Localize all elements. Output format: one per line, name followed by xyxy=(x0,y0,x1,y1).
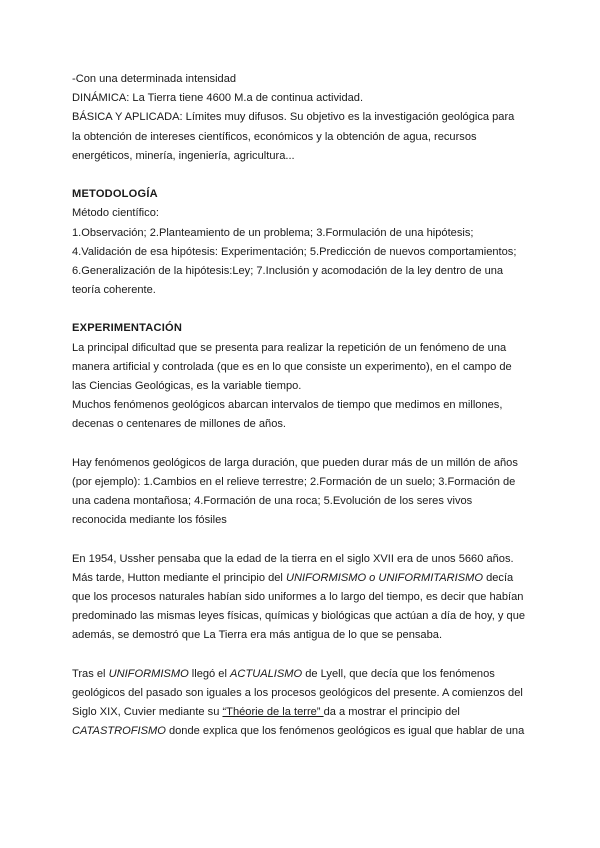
experimentacion-p4-line-2: geológicos del pasado son iguales a los procesos geológicos del presente. A comienzos del xyxy=(72,687,523,699)
experimentacion-p4-line-4 xyxy=(72,722,532,741)
p4-line-1-text-c: llegó el xyxy=(188,667,231,680)
metodologia-line-5: teoría coherente. xyxy=(72,284,156,297)
metodologia-line-1: Método científico: xyxy=(72,207,159,220)
uniformismo-term: UNIFORMISMO xyxy=(108,667,189,680)
p4-line-1-text-e: de Lyell, que decía que los fenómenos xyxy=(302,667,495,680)
experimentacion-p4-line-3 xyxy=(72,703,532,722)
experimentacion-p3-line-5: además, se demostró que La Tierra era más antigua de lo que se pensaba. xyxy=(72,629,443,642)
experimentacion-p1-line-2: manera artificial y controlada (que es en lo que consiste un experimento), en el campo de xyxy=(72,360,512,373)
metodologia-heading: METODOLOGÍA xyxy=(72,188,158,201)
intro-line-4: la obtención de intereses científicos, económicos y la obtención de agua, recursos xyxy=(72,130,477,143)
metodologia-line-4: 6.Generalización de la hipótesis:Ley; 7.Inclusión y acomodación de la ley dentro de una xyxy=(72,264,504,277)
p4-line-4-text-b: donde explica que los fenómenos geológicos es igual que hablar de una xyxy=(165,725,525,738)
experimentacion-p2-line-3: una cadena montañosa; 4.Formación de una roca; 5.Evolución de los seres vivos xyxy=(72,495,473,508)
experimentacion-p3-line-4: predominado las mismas leyes físicas, químicas y biológicas que actúan a día de hoy, y que xyxy=(72,610,526,623)
p3-line-2-text-a: Más tarde, Hutton mediante el principio del xyxy=(72,571,286,584)
actualismo-term: ACTUALISMO xyxy=(230,667,303,680)
catastrofismo-term: CATASTROFISMO xyxy=(72,725,166,738)
spacer xyxy=(72,435,532,454)
experimentacion-p3-line-2 xyxy=(72,569,532,588)
experimentacion-p2-line-4: reconocida mediante los fósiles xyxy=(72,514,227,527)
experimentacion-p3-line-3: que los procesos naturales habían sido uniformes a lo largo del tiempo, es decir que habían xyxy=(72,591,524,604)
theorie-de-la-terre-reference: “Théorie de la terre” xyxy=(222,706,324,719)
spacer xyxy=(72,531,532,550)
p4-line-1-text-a: Tras el xyxy=(72,667,109,680)
experimentacion-p2-line-1: Hay fenómenos geológicos de larga duración, que pueden durar más de un millón de años xyxy=(72,456,518,469)
experimentacion-p4-line-1 xyxy=(72,665,532,684)
p4-line-3-text-c: da a mostrar el principio del xyxy=(323,706,460,719)
experimentacion-p1-line-5: decenas o centenares de millones de años. xyxy=(72,418,287,431)
spacer xyxy=(72,646,532,665)
experimentacion-heading: EXPERIMENTACIÓN xyxy=(72,322,183,335)
intro-line-1: -Con una determinada intensidad xyxy=(72,73,237,85)
uniformismo-term: UNIFORMISMO o UNIFORMITARISMO xyxy=(285,571,483,584)
experimentacion-p3-line-1: En 1954, Ussher pensaba que la edad de la tierra en el siglo XVII era de unos 5660 años. xyxy=(72,552,514,565)
document-body xyxy=(72,70,532,742)
experimentacion-p1-line-3: las Ciencias Geológicas, es la variable tiempo. xyxy=(72,380,302,392)
intro-line-5: energéticos, minería, ingeniería, agricultura... xyxy=(72,149,295,162)
experimentacion-p1-line-4: Muchos fenómenos geológicos abarcan intervalos de tiempo que medimos en millones, xyxy=(72,399,503,412)
spacer xyxy=(72,166,532,185)
p4-line-3-text-a: Siglo XIX, Cuvier mediante su xyxy=(72,706,223,719)
intro-line-2: DINÁMICA: La Tierra tiene 4600 M.a de continua actividad. xyxy=(72,92,364,105)
intro-line-3: BÁSICA Y APLICADA: Límites muy difusos. Su objetivo es la investigación geológica para xyxy=(72,111,515,124)
metodologia-line-3: 4.Validación de esa hipótesis: Experimentación; 5.Predicción de nuevos comportamientos; xyxy=(72,245,517,258)
spacer xyxy=(72,300,532,319)
p3-line-2-text-c: decía xyxy=(483,571,514,584)
experimentacion-p1-line-1: La principal dificultad que se presenta para realizar la repetición de un fenómeno de una xyxy=(72,341,507,354)
experimentacion-p2-line-2: (por ejemplo): 1.Cambios en el relieve terrestre; 2.Formación de un suelo; 3.Formación de xyxy=(72,475,516,488)
metodologia-line-2: 1.Observación; 2.Planteamiento de un problema; 3.Formulación de una hipótesis; xyxy=(72,226,474,239)
